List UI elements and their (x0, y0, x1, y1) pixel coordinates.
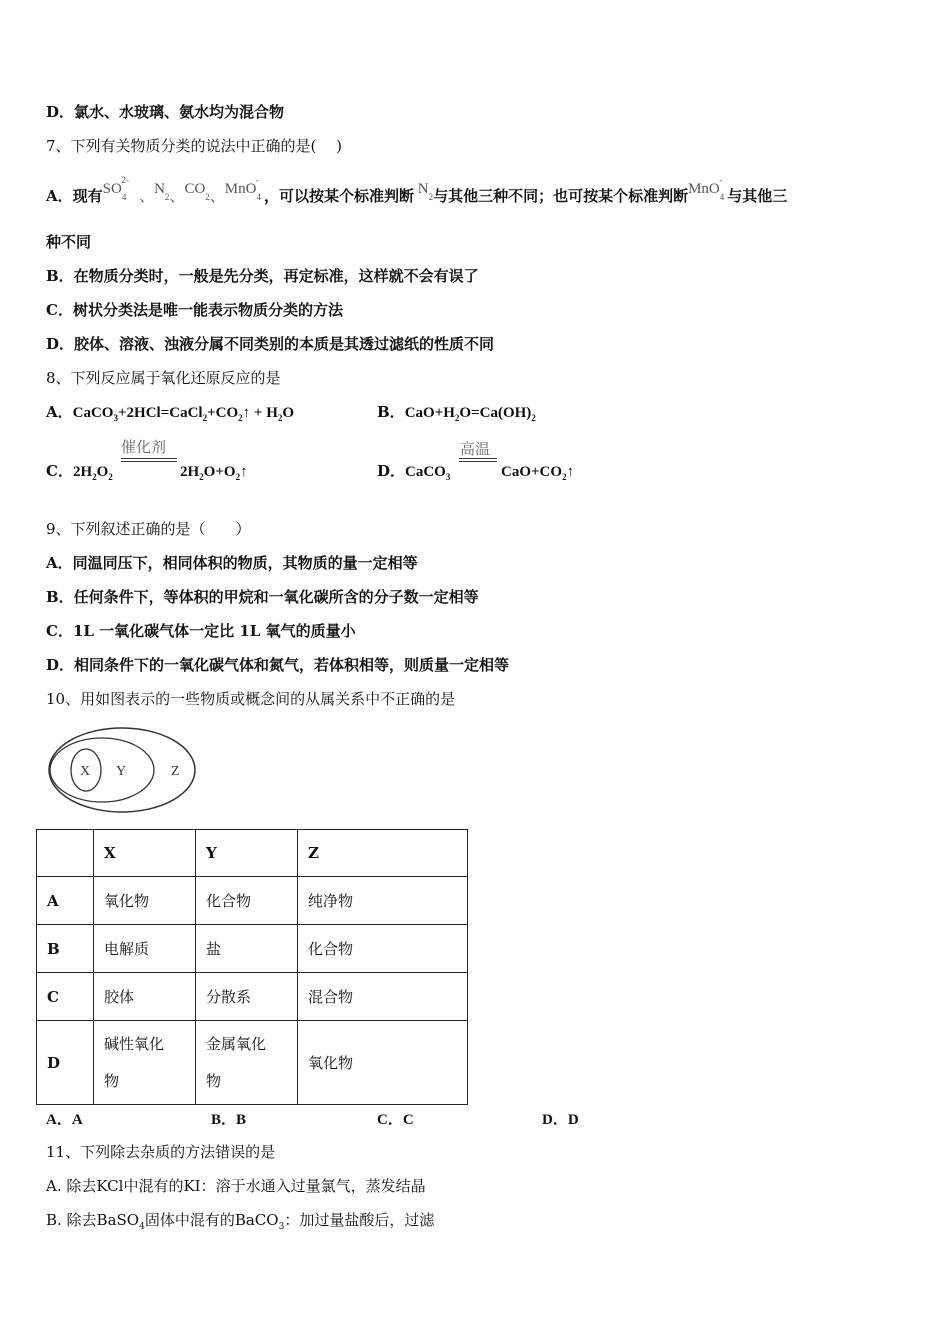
table-cell: 电解质 (94, 925, 196, 973)
permanganate-ion-2: MnO$_4$- (688, 175, 725, 202)
q9-option-d: D．相同条件下的一氧化碳气体和氮气，若体积相等，则质量一定相等 (46, 656, 510, 674)
table-cell-line: 物 (104, 1071, 120, 1090)
table-cell: A (37, 877, 94, 925)
table-header-cell: X (94, 830, 196, 877)
table-row (37, 973, 468, 1021)
q10-stem: 10、用如图表示的一些物质或概念间的从属关系中不正确的是 (46, 690, 456, 708)
q11-option-b-tail: ：加过量盐酸后，过滤 (284, 1211, 435, 1229)
table-cell: 化合物 (298, 925, 468, 973)
table-cell: 纯净物 (298, 877, 468, 925)
table-header-cell: Y (196, 830, 298, 877)
q8-option-c-condition: 催化剂 (121, 438, 167, 456)
q11-option-b: B. 除去BaSO$_4$固体中混有的BaCO$_3$：加过量盐酸后，过滤 (46, 1211, 435, 1232)
venn-diagram (46, 724, 202, 816)
q8-option-c-label: C． (46, 462, 73, 480)
q7-option-a-tail: 与其他三 (727, 187, 788, 205)
q7-option-a-prefix: A．现有 (46, 187, 103, 205)
q11-option-b-mid: 固体中混有的BaCO (144, 1211, 279, 1229)
table-row (37, 925, 468, 973)
permanganate-ion: MnO$_4$- (224, 175, 261, 202)
table-cell (94, 1021, 196, 1105)
table-cell-line: 金属氧化 (206, 1034, 267, 1053)
q8-option-d-equals-sign (459, 458, 497, 462)
table-row (37, 1021, 468, 1105)
q8-option-c (46, 461, 113, 487)
q7-option-a-mid: ，可以按某个标准判断 (263, 187, 414, 205)
q6-option-d: D．氯水、水玻璃、氨水均为混合物 (46, 103, 285, 121)
sulfate-ion: $SO_4^{2-}$ (102, 175, 129, 202)
q8-option-a-label: A． (46, 403, 73, 421)
table-cell: 氧化物 (298, 1021, 468, 1105)
table-cell: 胶体 (94, 973, 196, 1021)
table-cell: B (37, 925, 94, 973)
venn-label-y: Y (116, 764, 127, 779)
q7-option-a: A．现有$SO_4^{2-}$ 、$N_2$、$CO_2$、MnO$_4$-，可以按某个标准判断 $N_2$与其他三种不同；也可按某个标准判断MnO$_4$-与其他三 (46, 175, 788, 205)
q8-option-d-condition: 高温 (460, 440, 491, 458)
q8-option-b (377, 402, 536, 428)
q11-option-a: A. 除去KCl中混有的KI：溶于水通入过量氯气，蒸发结晶 (46, 1177, 426, 1195)
q8-option-d-products: $CaO+CO_2↑$ (501, 464, 575, 482)
q9-option-b: B．任何条件下，等体积的甲烷和一氧化碳所含的分子数一定相等 (46, 588, 479, 606)
q9-option-c: C．1L 一氧化碳气体一定比 1L 氧气的质量小 (46, 622, 356, 640)
table-cell: 混合物 (298, 973, 468, 1021)
q8-option-d (377, 461, 450, 487)
table-row (37, 877, 468, 925)
q9-stem: 9、下列叙述正确的是（ ） (46, 520, 251, 538)
table-cell: 盐 (196, 925, 298, 973)
table-cell-line: 物 (206, 1071, 222, 1090)
q7-option-d: D．胶体、溶液、浊液分属不同类别的本质是其透过滤纸的性质不同 (46, 335, 495, 353)
q8-option-d-label: D． (377, 462, 406, 480)
table-cell: C (37, 973, 94, 1021)
table-cell: D (37, 1021, 94, 1105)
q11-stem: 11、下列除去杂质的方法错误的是 (46, 1143, 276, 1161)
table-cell (196, 1021, 298, 1105)
q8-option-b-label: B． (377, 403, 405, 421)
q8-option-b-equation: $CaO+H_2O=Ca(OH)_2$ (404, 405, 536, 423)
q10-option-b: B．B (211, 1112, 247, 1128)
q8-option-c-equals-sign (121, 458, 177, 462)
nitrogen-formula-2: $N_2$ (413, 181, 434, 202)
table-cell: 化合物 (196, 877, 298, 925)
table-header-row (37, 830, 468, 877)
venn-middle-y (50, 738, 154, 802)
answer-table (36, 829, 468, 1105)
q8-stem: 8、下列反应属于氧化还原反应的是 (46, 369, 281, 387)
table-cell: 分散系 (196, 973, 298, 1021)
q10-option-c: C．C (377, 1112, 414, 1128)
q7-option-a-mid2: 与其他三种不同；也可按某个标准判断 (433, 187, 689, 205)
q11-option-b-prefix: B. 除去BaSO (46, 1211, 140, 1229)
q8-option-a (46, 402, 294, 428)
venn-label-x: X (80, 764, 91, 779)
q7-option-a-continued: 种不同 (46, 233, 92, 251)
q7-option-b: B．在物质分类时，一般是先分类，再定标准，这样就不会有误了 (46, 267, 479, 285)
table-cell: 氧化物 (94, 877, 196, 925)
q7-stem: 7、下列有关物质分类的说法中正确的是( ) (46, 137, 343, 155)
q8-option-a-equation: $CaCO_3+2HCl=CaCl_2+CO_2↑ + H_2O$ (72, 405, 295, 423)
table-header-cell (37, 830, 94, 877)
venn-label-z: Z (171, 764, 180, 779)
q9-option-a: A．同温同压下，相同体积的物质，其物质的量一定相等 (46, 554, 418, 572)
table-cell-line: 碱性氧化 (104, 1034, 165, 1053)
q8-option-d-reactant: CaCO$_3$ (405, 464, 451, 482)
q8-option-c-products: $2H_2O+O_2↑$ (180, 464, 248, 482)
q7-option-c: C．树状分类法是唯一能表示物质分类的方法 (46, 301, 343, 319)
q10-option-a: A．A (46, 1112, 83, 1128)
nitrogen-formula: $N_2$ (154, 181, 170, 202)
q10-option-d: D．D (542, 1112, 579, 1128)
q8-option-c-reactant: $2H_2O_2$ (72, 464, 113, 482)
co2-formula: $CO_2$ (184, 181, 210, 202)
table-header-cell: Z (298, 830, 468, 877)
